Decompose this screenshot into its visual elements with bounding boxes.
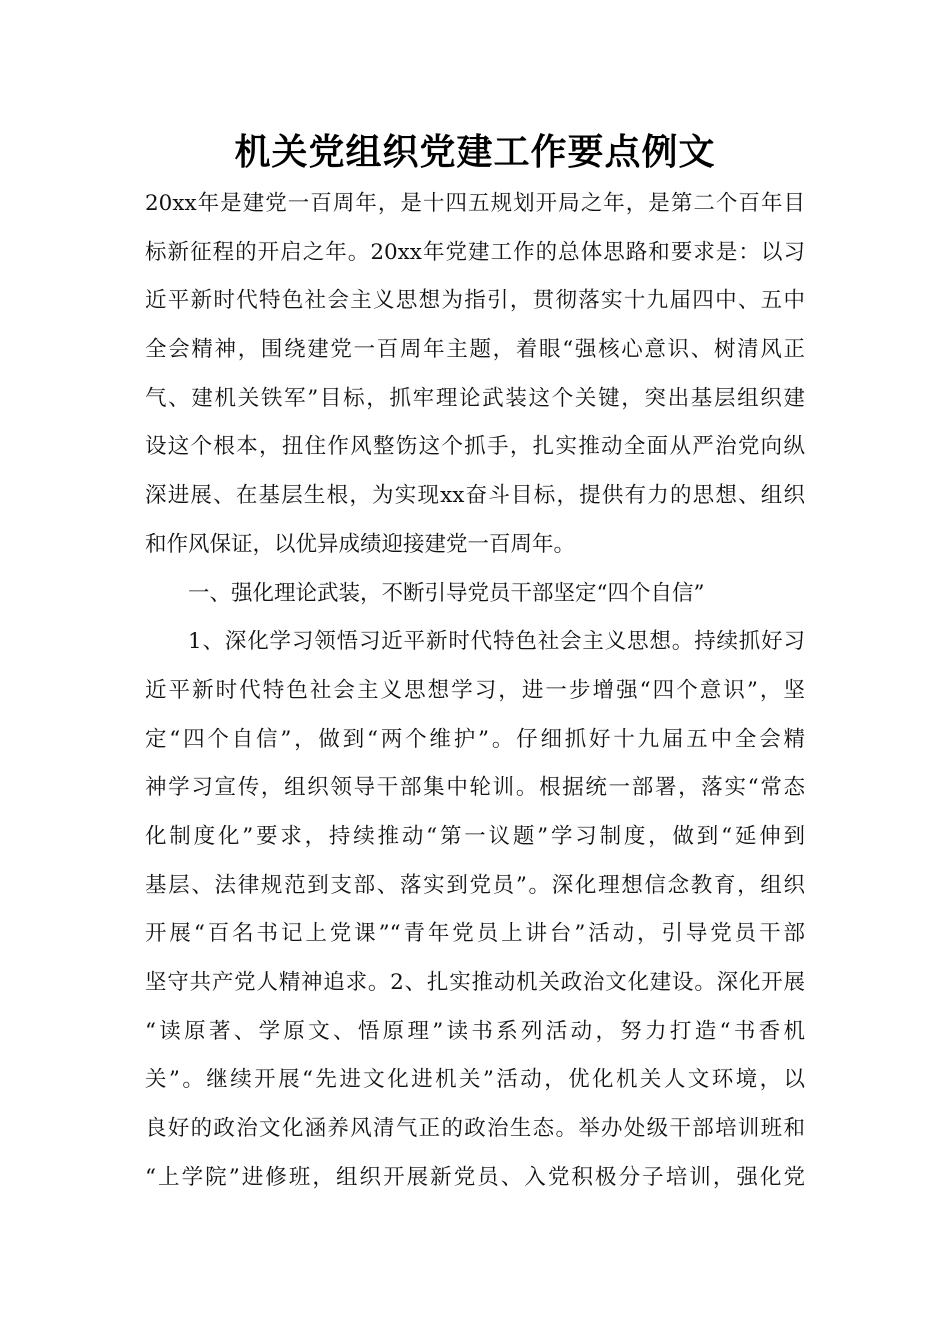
body-line: 深进展、在基层生根，为实现xx奋斗目标，提供有力的思想、组织 xyxy=(145,483,805,509)
document-body xyxy=(145,180,805,1202)
body-line: 基层、法律规范到支部、落实到党员”。深化理想信念教育，组织 xyxy=(145,872,805,898)
body-line: 一、强化理论武装，不断引导党员干部坚定“四个自信” xyxy=(188,580,705,606)
body-line: 20xx年是建党一百周年，是十四五规划开局之年，是第二个百年目 xyxy=(145,191,805,216)
body-line: 近平新时代特色社会主义思想学习，进一步增强“四个意识”，坚 xyxy=(145,677,805,703)
body-line: “上学院”进修班，组织开展新党员、入党积极分子培训，强化党 xyxy=(145,1164,805,1190)
body-line: 神学习宣传，组织领导干部集中轮训。根据统一部署，落实“常态 xyxy=(145,775,805,801)
body-line: 和作风保证，以优异成绩迎接建党一百周年。 xyxy=(145,531,576,557)
body-line: “读原著、学原文、悟原理”读书系列活动，努力打造“书香机 xyxy=(145,1018,805,1044)
body-line: 气、建机关铁军”目标，抓牢理论武装这个关键，突出基层组织建 xyxy=(145,385,805,411)
body-line: 化制度化”要求，持续推动“第一议题”学习制度，做到“延伸到 xyxy=(145,823,805,849)
body-line: 良好的政治文化涵养风清气正的政治生态。举办处级干部培训班和 xyxy=(145,1116,805,1142)
body-line: 标新征程的开启之年。20xx年党建工作的总体思路和要求是：以习 xyxy=(145,239,805,265)
body-line: 全会精神，围绕建党一百周年主题，着眼“强核心意识、树清风正 xyxy=(145,337,805,363)
body-line: 关”。继续开展“先进文化进机关”活动，优化机关人文环境，以 xyxy=(145,1067,805,1093)
body-line: 开展“百名书记上党课”“青年党员上讲台”活动，引导党员干部 xyxy=(145,921,805,947)
body-line: 1、深化学习领悟习近平新时代特色社会主义思想。持续抓好习 xyxy=(188,629,805,655)
body-line: 设这个根本，扭住作风整饬这个抓手，扎实推动全面从严治党向纵 xyxy=(145,434,805,460)
body-line: 定“四个自信”，做到“两个维护”。仔细抓好十九届五中全会精 xyxy=(145,726,805,752)
body-line: 近平新时代特色社会主义思想为指引，贯彻落实十九届四中、五中 xyxy=(145,288,805,314)
body-line: 坚守共产党人精神追求。2、扎实推动机关政治文化建设。深化开展 xyxy=(145,970,805,995)
document-title: 机关党组织党建工作要点例文 xyxy=(234,132,716,173)
